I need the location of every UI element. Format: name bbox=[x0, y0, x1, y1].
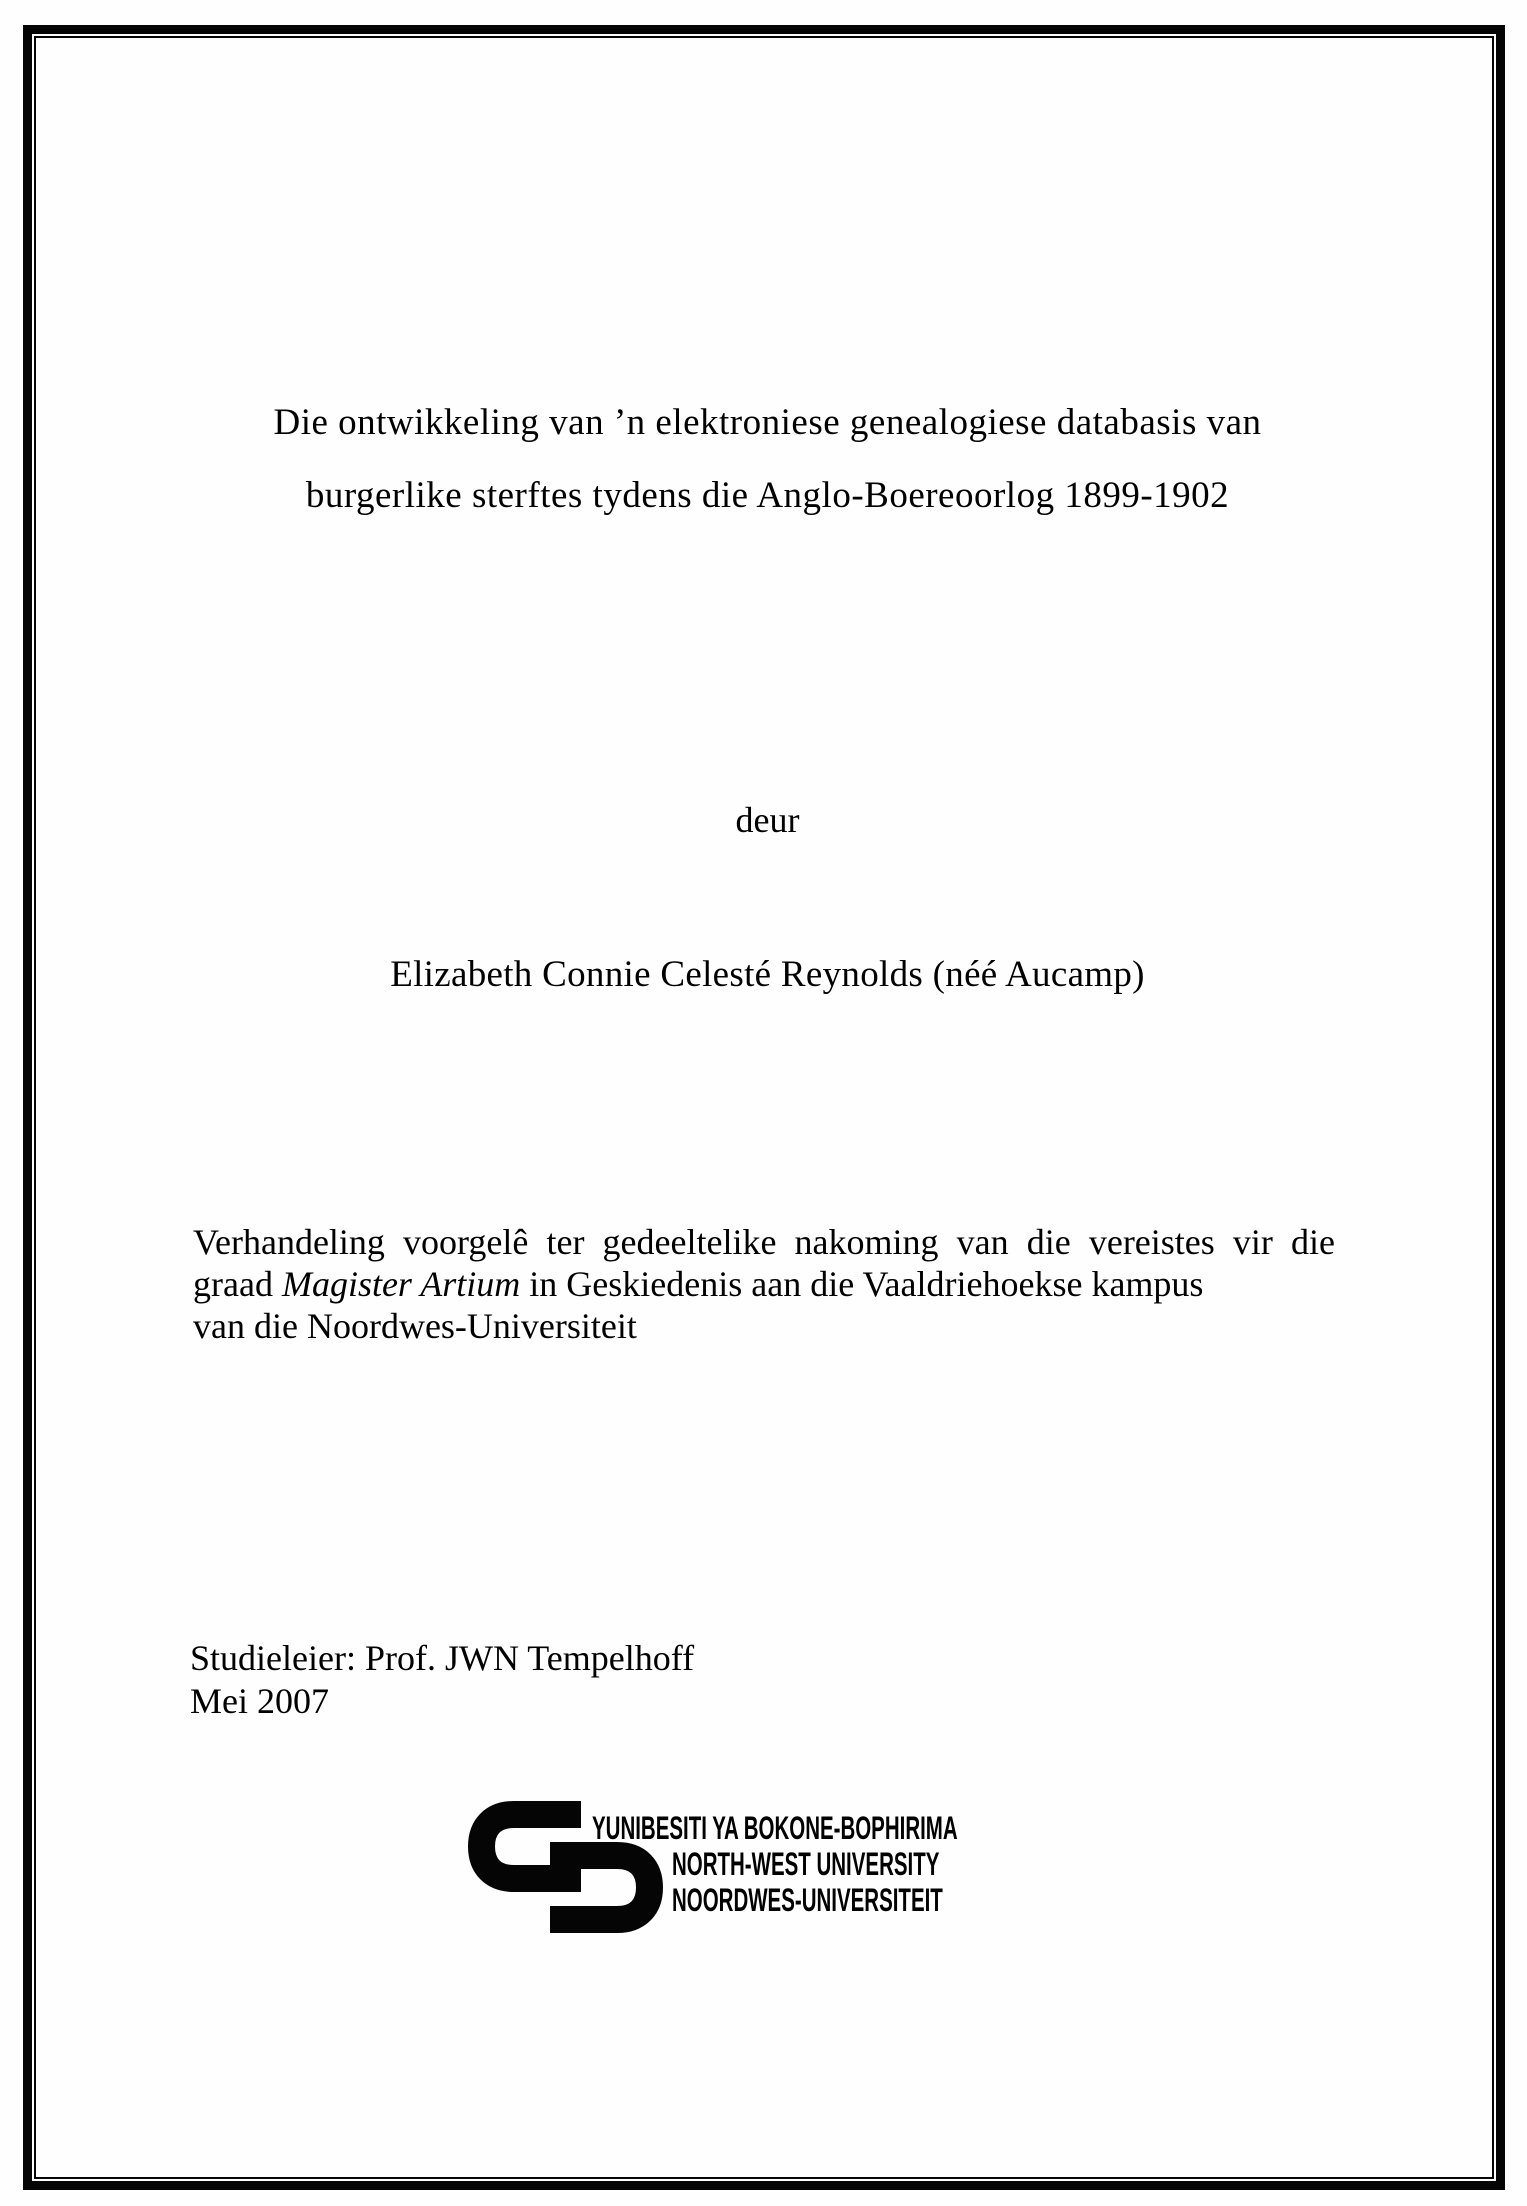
degree-statement bbox=[193, 1221, 1335, 1347]
degree-statement-line2 bbox=[193, 1263, 1335, 1305]
degree-statement-line1: Verhandeling voorgelê ter gedeeltelike nakoming van die vereistes vir die bbox=[193, 1222, 1335, 1262]
degree-statement-line2-prefix: graad bbox=[193, 1264, 282, 1304]
degree-statement-line3: van die Noordwes-Universiteit bbox=[193, 1306, 637, 1346]
university-logo-text bbox=[592, 1810, 1163, 1918]
supervisor-line: Studieleier: Prof. JWN Tempelhoff bbox=[190, 1638, 695, 1678]
byline-label: deur bbox=[735, 800, 800, 840]
degree-name-italic: Magister Artium bbox=[281, 1264, 521, 1304]
date-line: Mei 2007 bbox=[190, 1681, 329, 1721]
thesis-title bbox=[190, 386, 1345, 532]
logo-line-english: NORTH-WEST UNIVERSITY bbox=[672, 1846, 940, 1882]
university-logo bbox=[468, 1801, 1088, 1941]
supervisor-block bbox=[190, 1637, 694, 1723]
degree-statement-line2-suffix: in Geskiedenis aan die Vaaldriehoekse kampus bbox=[520, 1264, 1204, 1304]
author-name: Elizabeth Connie Celesté Reynolds (néé Aucamp) bbox=[390, 954, 1145, 995]
thesis-title-line2: burgerlike sterftes tydens die Anglo-Boereoorlog 1899-1902 bbox=[305, 475, 1230, 516]
thesis-title-line1: Die ontwikkeling van ’n elektroniese genealogiese databasis van bbox=[273, 402, 1262, 443]
logo-line-afrikaans: NOORDWES-UNIVERSITEIT bbox=[672, 1882, 943, 1918]
logo-line-setswana: YUNIBESITI YA BOKONE-BOPHIRIMA bbox=[592, 1810, 958, 1846]
